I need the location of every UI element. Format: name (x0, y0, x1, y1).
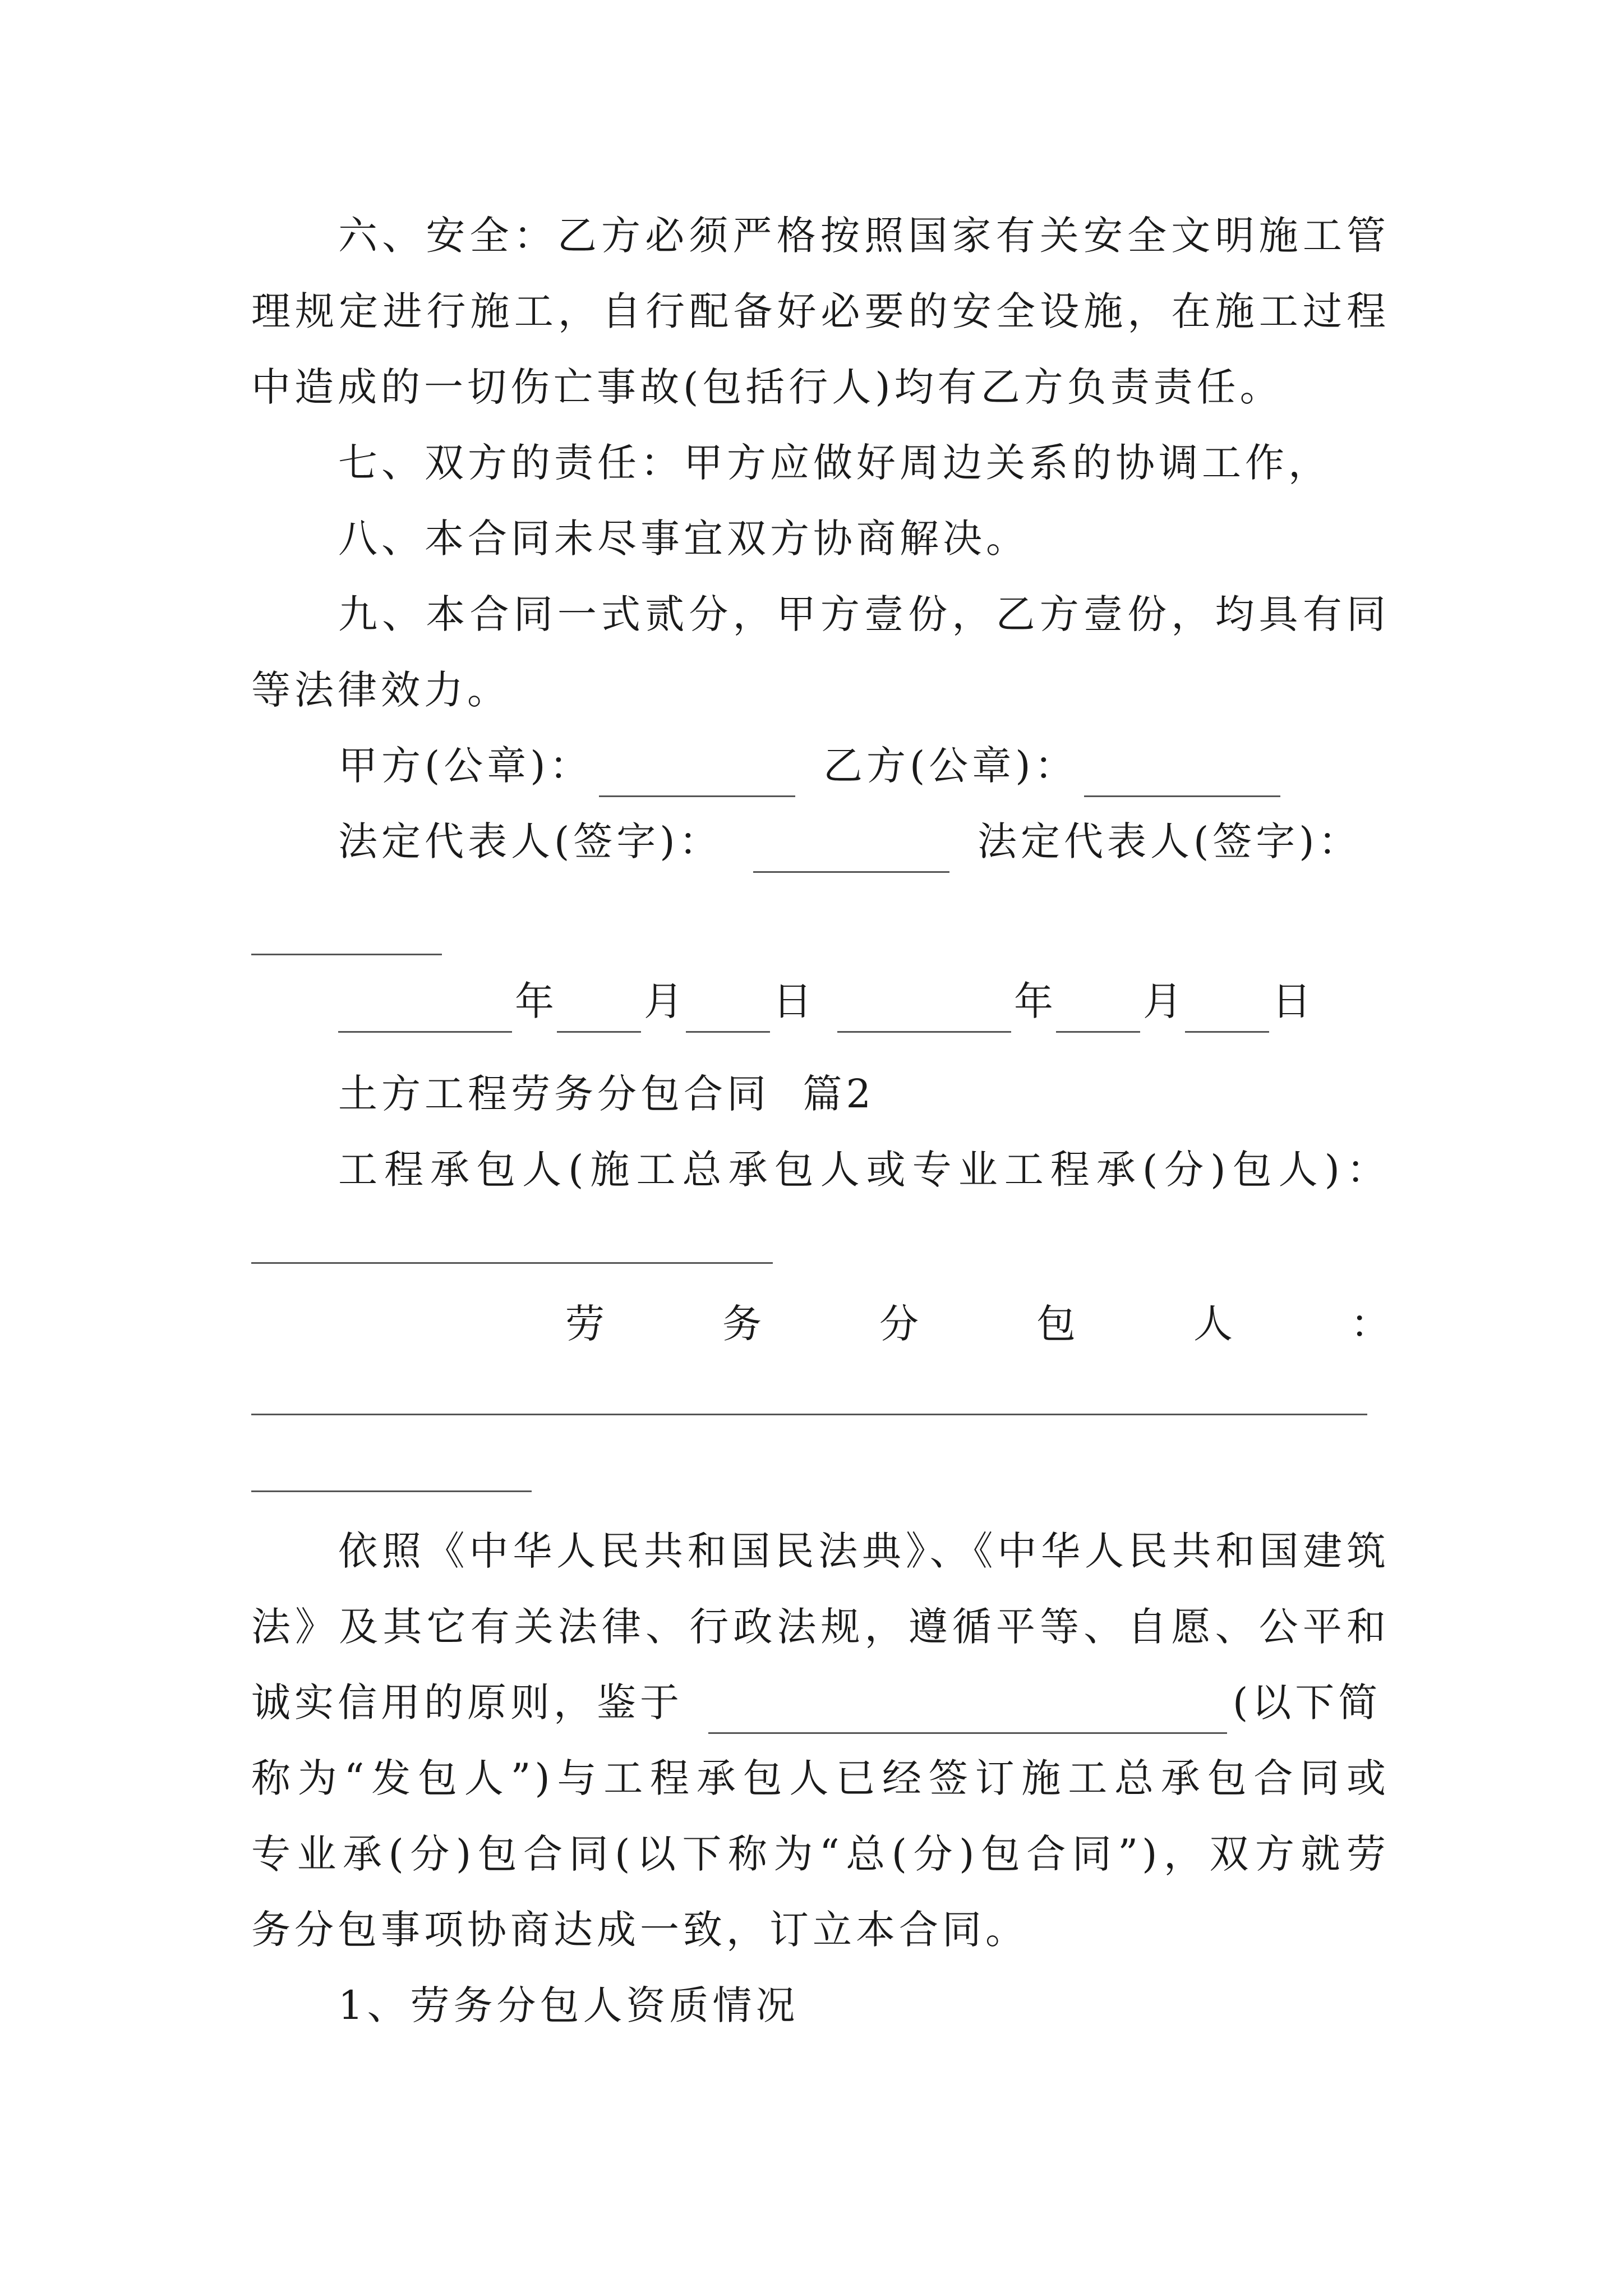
preamble-line-3: 诚实信用的原则，鉴于 (251, 1680, 683, 1726)
preamble-line-2: 法》及其它有关法律、行政法规，遵循平等、自愿、公平和 (251, 1604, 1390, 1650)
date-a-month-label: 月 (644, 978, 687, 1024)
employer-name-blank[interactable] (708, 1732, 1227, 1734)
clause-6-line-3: 中造成的一切伤亡事故(包括行人)均有乙方负责责任。 (251, 364, 1283, 410)
subcontractor-label: 劳务分包人： (565, 1301, 1390, 1347)
rep-a-label: 法定代表人(签字)： (338, 818, 722, 864)
party-a-seal-blank[interactable] (599, 795, 795, 797)
date-b-year-blank[interactable] (837, 1031, 1011, 1033)
date-b-year-label: 年 (1014, 978, 1057, 1024)
clause-9-line-1: 九、本合同一式贰分，甲方壹份，乙方壹份，均具有同 (338, 591, 1390, 637)
date-b-day-blank[interactable] (1185, 1031, 1269, 1033)
date-a-day-blank[interactable] (686, 1031, 770, 1033)
preamble-line-4: 称为“发包人”)与工程承包人已经签订施工总承包合同或 (251, 1755, 1390, 1801)
preamble-line-3-tail: (以下简 (1233, 1680, 1382, 1726)
clause-9-line-2: 等法律效力。 (251, 667, 510, 713)
clause-6-line-2: 理规定进行施工，自行配备好必要的安全设施，在施工过程 (251, 288, 1390, 334)
party-b-seal-blank[interactable] (1084, 795, 1280, 797)
contractor-label: 工程承包人(施工总承包人或专业工程承(分)包人)： (338, 1147, 1390, 1193)
date-b-month-blank[interactable] (1056, 1031, 1140, 1033)
clause-8: 八、本合同未尽事宜双方协商解决。 (338, 516, 1029, 562)
date-b-month-label: 月 (1143, 978, 1186, 1024)
clause-6-line-1: 六、安全：乙方必须严格按照国家有关安全文明施工管 (338, 213, 1390, 259)
date-a-month-blank[interactable] (557, 1031, 641, 1033)
rep-b-label: 法定代表人(签字)： (978, 818, 1362, 864)
rep-b-blank[interactable] (251, 954, 442, 955)
contractor-blank[interactable] (251, 1262, 773, 1264)
subcontractor-blank[interactable] (251, 1414, 1367, 1415)
party-a-seal-label: 甲方(公章)： (338, 743, 593, 789)
preamble-line-6: 务分包事项协商达成一致，订立本合同。 (251, 1907, 1029, 1953)
item-1-heading: 1、劳务分包人资质情况 (338, 1982, 799, 2028)
clause-7: 七、双方的责任：甲方应做好周边关系的协调工作， (338, 440, 1331, 486)
date-b-day-label: 日 (1272, 978, 1315, 1024)
party-b-seal-label: 乙方(公章)： (823, 743, 1078, 789)
preamble-line-5: 专业承(分)包合同(以下称为“总(分)包合同”)，双方就劳 (251, 1831, 1390, 1877)
date-a-year-label: 年 (515, 978, 558, 1024)
rep-a-blank[interactable] (753, 871, 949, 873)
subcontractor-blank-continued[interactable] (251, 1490, 532, 1492)
date-a-day-label: 日 (773, 978, 816, 1024)
preamble-line-1: 依照《中华人民共和国民法典》、《中华人民共和国建筑 (338, 1528, 1390, 1574)
date-a-year-blank[interactable] (338, 1031, 512, 1033)
section-2-title: 土方工程劳务分包合同 篇2 (338, 1071, 875, 1117)
